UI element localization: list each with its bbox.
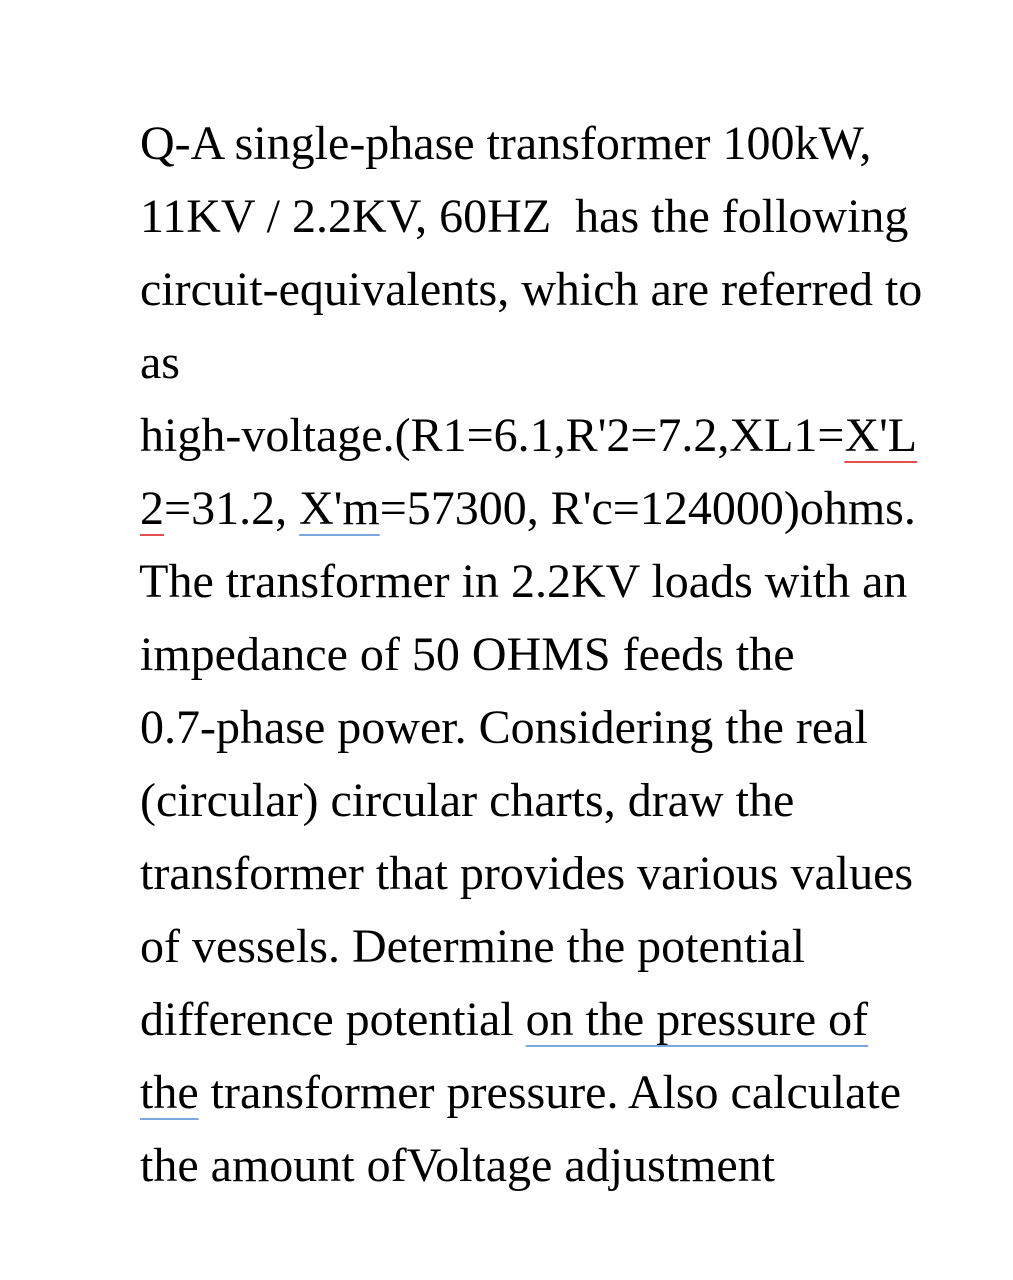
text-line-4: as [140,336,180,389]
spelling-underline[interactable]: X'L [844,409,918,462]
text-line-10: (circular) circular charts, draw the [140,774,795,827]
grammar-underline[interactable]: on the pressure of [525,993,869,1046]
text-line-14: the transformer pressure. Also calculate [140,1066,902,1119]
text-line-15: the amount ofVoltage adjustment [140,1139,775,1192]
text-line-12: of vessels. Determine the potential [140,920,806,973]
text-line-3: circuit-equivalents, which are referred to [140,263,923,316]
text-line-8: impedance of 50 OHMS feeds the [140,628,795,681]
text-line-9: 0.7-phase power. Considering the real [140,701,868,754]
spelling-underline[interactable]: 2 [140,482,164,535]
text-line-1: Q-A single-phase transformer 100kW, [140,117,872,170]
text-line-6: 2=31.2, X'm=57300, R'c=124000)ohms. [140,482,916,535]
grammar-underline[interactable]: the [140,1066,199,1119]
text-line-7: The transformer in 2.2KV loads with an [139,555,908,608]
grammar-underline[interactable]: X'm [299,482,380,535]
text-line-13: difference potential on the pressure of [140,993,869,1046]
text-line-2: 11KV / 2.2KV, 60HZ has the following [140,190,909,243]
text-line-5: high-voltage.(R1=6.1,R'2=7.2,XL1=X'L [140,409,918,462]
text-line-11: transformer that provides various values [140,847,914,900]
